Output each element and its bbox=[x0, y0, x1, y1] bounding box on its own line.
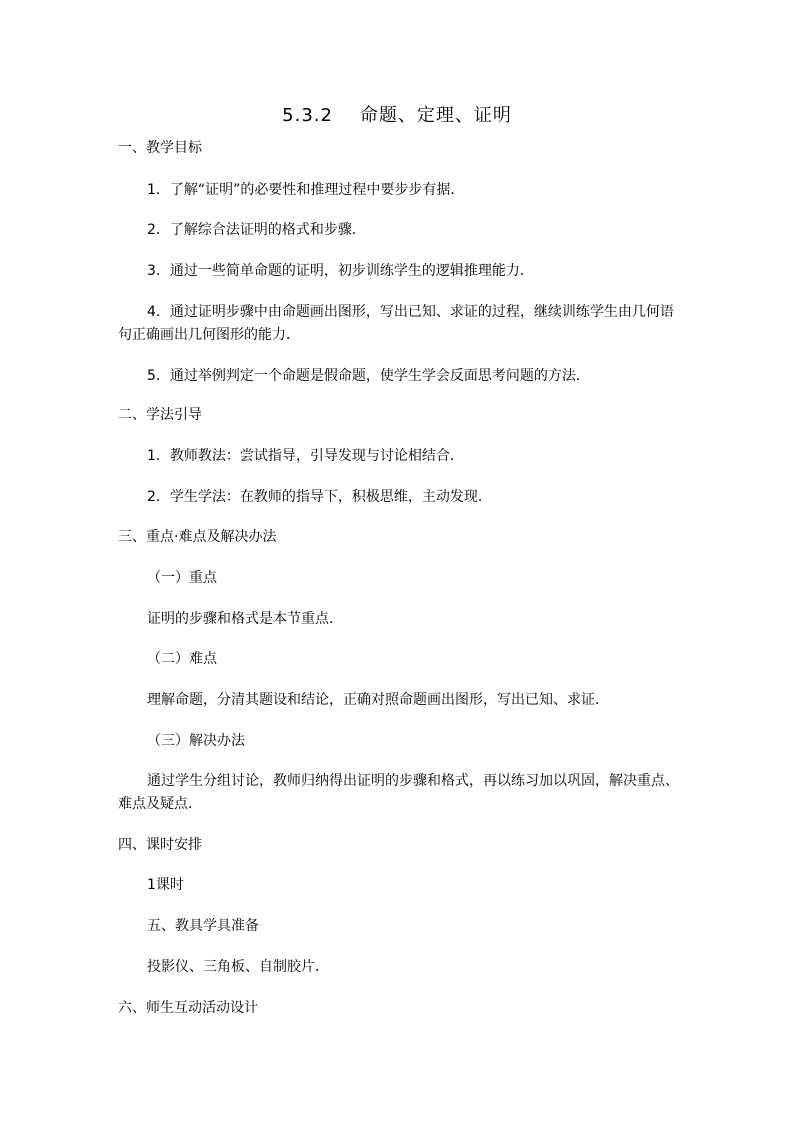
focus-text: 证明的步骤和格式是本节重点． bbox=[147, 611, 343, 627]
section-heading-materials: 五、教具学具准备 bbox=[147, 918, 259, 934]
subheading-solution: （三）解决办法 bbox=[147, 733, 245, 749]
section-heading-schedule: 四、课时安排 bbox=[118, 837, 202, 853]
method-item-1: 1．教师教法：尝试指导，引导发现与讨论相结合． bbox=[147, 448, 464, 464]
objective-item-2: 2．了解综合法证明的格式和步骤． bbox=[147, 222, 366, 238]
section-heading-methods: 二、学法引导 bbox=[118, 407, 202, 423]
section-heading-objectives: 一、教学目标 bbox=[118, 140, 202, 156]
solution-text-cont: 难点及疑点． bbox=[118, 796, 202, 812]
section-heading-key-points: 三、重点·难点及解决办法 bbox=[118, 529, 277, 545]
section-heading-activities: 六、师生互动活动设计 bbox=[118, 1000, 258, 1016]
schedule-text: 1课时 bbox=[147, 877, 184, 893]
objective-item-1: 1．了解“证明”的必要性和推理过程中要步步有据． bbox=[147, 182, 465, 198]
objective-item-5: 5．通过举例判定一个命题是假命题，使学生学会反面思考问题的方法． bbox=[147, 368, 590, 384]
objective-item-3: 3．通过一些简单命题的证明，初步训练学生的逻辑推理能力． bbox=[147, 263, 534, 279]
materials-text: 投影仪、三角板、自制胶片． bbox=[147, 959, 329, 975]
subheading-difficulty: （二）难点 bbox=[147, 651, 217, 667]
method-item-2: 2．学生学法：在教师的指导下，积极思维，主动发现． bbox=[147, 489, 492, 505]
difficulty-text: 理解命题，分清其题设和结论，正确对照命题画出图形，写出已知、求证． bbox=[147, 692, 609, 708]
objective-item-4-cont: 句正确画出几何图形的能力． bbox=[118, 327, 300, 343]
subheading-focus: （一）重点 bbox=[147, 570, 217, 586]
objective-item-4: 4．通过证明步骤中由命题画出图形，写出已知、求证的过程，继续训练学生由几何语 bbox=[147, 304, 674, 320]
document-title: 5.3.2 命题、定理、证明 bbox=[282, 105, 512, 126]
solution-text: 通过学生分组讨论，教师归纳得出证明的步骤和格式，再以练习加以巩固，解决重点、 bbox=[147, 773, 679, 789]
